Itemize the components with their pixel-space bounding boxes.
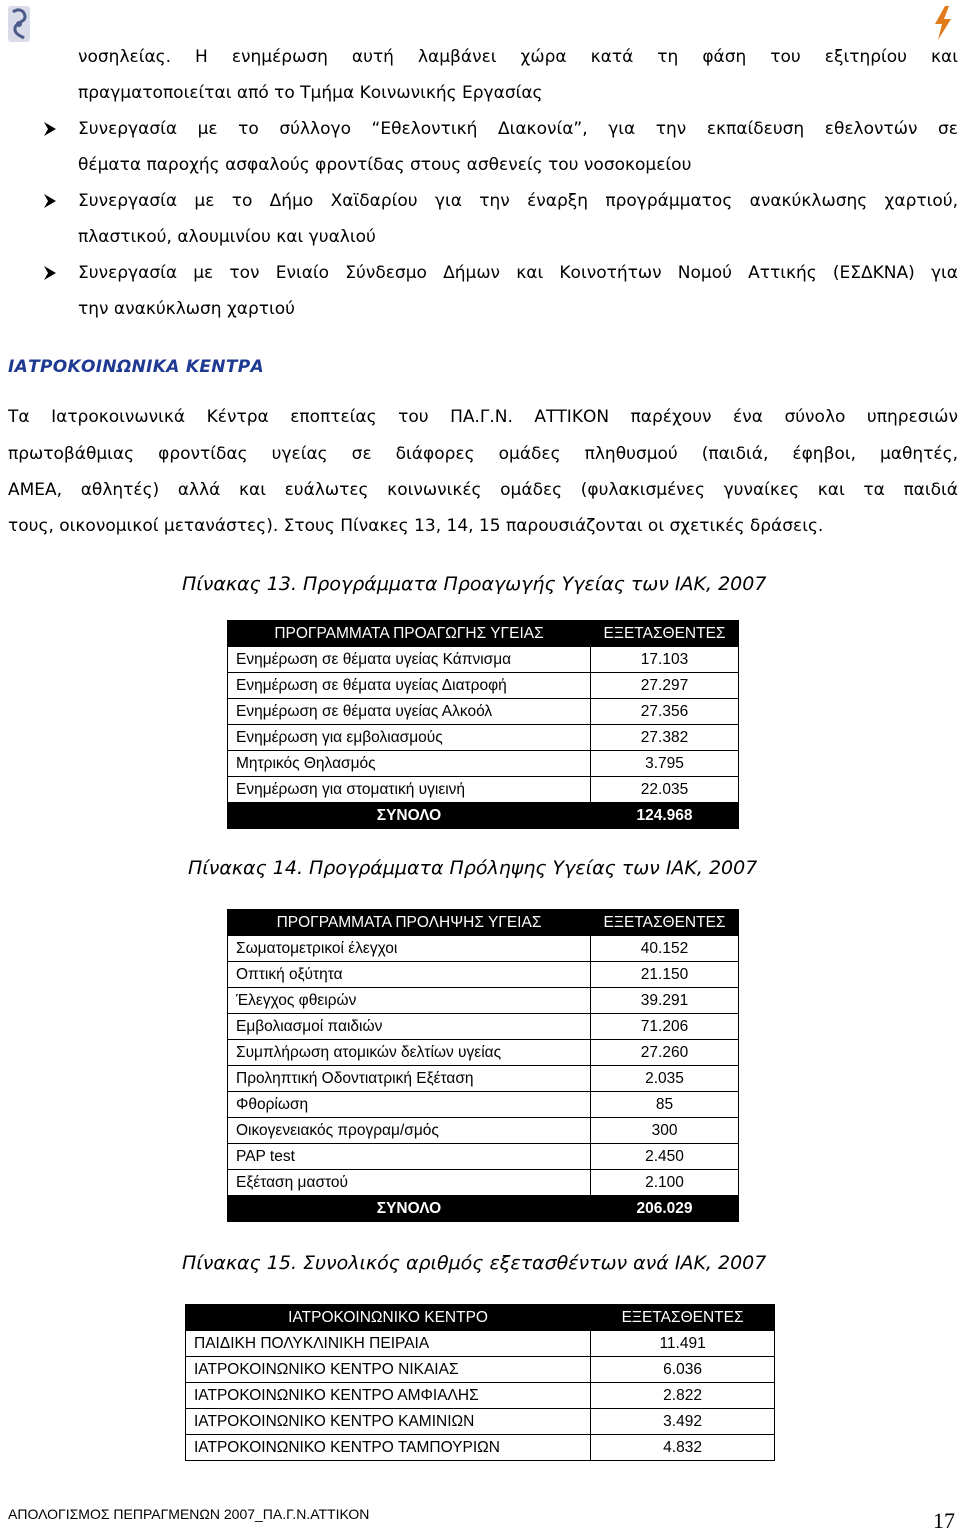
table-row: [228, 673, 739, 699]
row-value: 71.206: [591, 1014, 739, 1040]
total-value: 124.968: [591, 803, 739, 829]
row-label: ΙΑΤΡΟΚΟΙΝΩΝΙΚΟ ΚΕΝΤΡΟ ΚΑΜΙΝΙΩΝ: [186, 1409, 591, 1435]
total-label: ΣΥΝΟΛΟ: [228, 803, 591, 829]
row-label: Εμβολιασμοί παιδιών: [228, 1014, 591, 1040]
column-header: ΕΞΕΤΑΣΘΕΝΤΕΣ: [591, 910, 739, 936]
row-label: Συμπλήρωση ατομικών δελτίων υγείας: [228, 1040, 591, 1066]
paragraph-line: πρωτοβάθμιας φροντίδας υγείας σε διάφορες ομάδες πληθυσμού (παιδιά, έφηβοι, μαθητές,: [8, 444, 958, 464]
row-label: Σωματομετρικοί έλεγχοι: [228, 936, 591, 962]
paragraph-line: πραγματοποιείται από το Τμήμα Κοινωνικής Εργασίας: [78, 83, 543, 103]
section-heading: ΙΑΤΡΟΚΟΙΝΩΝΙΚΑ ΚΕΝΤΡΑ: [8, 357, 264, 377]
table-row: [228, 751, 739, 777]
row-label: Φθορίωση: [228, 1092, 591, 1118]
row-label: Έλεγχος φθειρών: [228, 988, 591, 1014]
row-value: 3.795: [591, 751, 739, 777]
column-header: ΠΡΟΓΡΑΜΜΑΤΑ ΠΡΟΑΓΩΓΗΣ ΥΓΕΙΑΣ: [228, 621, 591, 647]
total-value: 206.029: [591, 1196, 739, 1222]
bullet-line: Συνεργασία με το σύλλογο “Εθελοντική Διακονία”, για την εκπαίδευση εθελοντών σε: [78, 119, 958, 139]
row-label: ΠΑΙΔΙΚΗ ΠΟΛΥΚΛΙΝΙΚΗ ΠΕΙΡΑΙΑ: [186, 1331, 591, 1357]
arrowhead-bullet-icon: [40, 263, 60, 283]
row-label: ΙΑΤΡΟΚΟΙΝΩΝΙΚΟ ΚΕΝΤΡΟ ΝΙΚΑΙΑΣ: [186, 1357, 591, 1383]
bullet-line: Συνεργασία με το Δήμο Χαϊδαρίου για την έναρξη προγράμματος ανακύκλωσης χαρτιού,: [78, 191, 958, 211]
table-row: [186, 1331, 775, 1357]
table-row: [186, 1383, 775, 1409]
row-value: 27.297: [591, 673, 739, 699]
hospital-logo-icon: [6, 4, 32, 44]
table-row: [228, 1066, 739, 1092]
row-label: Ενημέρωση σε θέματα υγείας Κάπνισμα: [228, 647, 591, 673]
row-value: 6.036: [591, 1357, 775, 1383]
row-value: 17.103: [591, 647, 739, 673]
row-label: Οπτική οξύτητα: [228, 962, 591, 988]
row-value: 2.035: [591, 1066, 739, 1092]
arrowhead-bullet-icon: [40, 191, 60, 211]
paragraph-line: Τα Ιατροκοινωνικά Κέντρα εποπτείας του ΠΑ.Γ.Ν. ΑΤΤΙΚΟΝ παρέχουν ένα σύνολο υπηρεσιών: [8, 407, 958, 427]
row-value: 27.356: [591, 699, 739, 725]
health-prevention-table: [227, 909, 739, 1222]
table-row: [186, 1409, 775, 1435]
row-value: 4.832: [591, 1435, 775, 1461]
table-row: [228, 777, 739, 803]
table-row: [228, 962, 739, 988]
row-value: 40.152: [591, 936, 739, 962]
centers-table: [185, 1304, 775, 1461]
column-header: ΙΑΤΡΟΚΟΙΝΩΝΙΚΟ ΚΕΝΤΡΟ: [186, 1305, 591, 1331]
row-label: Εξέταση μαστού: [228, 1170, 591, 1196]
table-row: [228, 1014, 739, 1040]
row-label: Οικογενειακός προγραμ/σμός: [228, 1118, 591, 1144]
row-label: ΙΑΤΡΟΚΟΙΝΩΝΙΚΟ ΚΕΝΤΡΟ ΤΑΜΠΟΥΡΙΩΝ: [186, 1435, 591, 1461]
paragraph-line: ΑΜΕΑ, αθλητές) αλλά και ευάλωτες κοινωνικές ομάδες (φυλακισμένες γυναίκες και τα παιδιά: [8, 480, 958, 500]
footer-title: ΑΠΟΛΟΓΙΣΜΟΣ ΠΕΠΡΑΓΜΕΝΩΝ 2007_ΠΑ.Γ.Ν.ΑΤΤΙΚΟΝ: [8, 1506, 370, 1522]
row-label: PAP test: [228, 1144, 591, 1170]
row-value: 27.382: [591, 725, 739, 751]
table-caption: Πίνακας 14. Προγράμματα Πρόληψης Υγείας των ΙΑΚ, 2007: [188, 857, 758, 879]
total-label: ΣΥΝΟΛΟ: [228, 1196, 591, 1222]
bullet-line: την ανακύκλωση χαρτιού: [78, 299, 295, 319]
paragraph-line: τους, οικονομικοί μετανάστες). Στους Πίνακες 13, 14, 15 παρουσιάζονται οι σχετικές δράσεις.: [8, 516, 824, 536]
table-caption: Πίνακας 13. Προγράμματα Προαγωγής Υγείας των ΙΑΚ, 2007: [182, 573, 767, 595]
lightning-logo-icon: [930, 4, 956, 42]
row-value: 2.822: [591, 1383, 775, 1409]
table-row: [228, 936, 739, 962]
table-row: [228, 1118, 739, 1144]
bullet-line: Συνεργασία με τον Ενιαίο Σύνδεσμο Δήμων και Κοινοτήτων Νομού Αττικής (ΕΣΔΚΝΑ) για: [78, 263, 958, 283]
table-row: [228, 647, 739, 673]
row-label: Ενημέρωση για εμβολιασμούς: [228, 725, 591, 751]
row-value: 11.491: [591, 1331, 775, 1357]
row-value: 85: [591, 1092, 739, 1118]
column-header: ΕΞΕΤΑΣΘΕΝΤΕΣ: [591, 1305, 775, 1331]
row-value: 3.492: [591, 1409, 775, 1435]
health-promotion-table: [227, 620, 739, 829]
row-label: Ενημέρωση για στοματική υγιεινή: [228, 777, 591, 803]
total-row: [228, 803, 739, 829]
table-row: [228, 988, 739, 1014]
bullet-line: πλαστικού, αλουμινίου και γυαλιού: [78, 227, 376, 247]
table-row: [186, 1357, 775, 1383]
row-value: 300: [591, 1118, 739, 1144]
table-row: [228, 1040, 739, 1066]
table-row: [186, 1435, 775, 1461]
row-value: 22.035: [591, 777, 739, 803]
row-value: 2.100: [591, 1170, 739, 1196]
column-header: ΠΡΟΓΡΑΜΜΑΤΑ ΠΡΟΛΗΨΗΣ ΥΓΕΙΑΣ: [228, 910, 591, 936]
row-label: ΙΑΤΡΟΚΟΙΝΩΝΙΚΟ ΚΕΝΤΡΟ ΑΜΦΙΑΛΗΣ: [186, 1383, 591, 1409]
row-value: 27.260: [591, 1040, 739, 1066]
row-value: 39.291: [591, 988, 739, 1014]
table-row: [228, 699, 739, 725]
table-caption: Πίνακας 15. Συνολικός αριθμός εξετασθέντων ανά ΙΑΚ, 2007: [182, 1252, 767, 1274]
table-row: [228, 1092, 739, 1118]
total-row: [228, 1196, 739, 1222]
table-row: [228, 1144, 739, 1170]
row-value: 2.450: [591, 1144, 739, 1170]
table-row: [228, 725, 739, 751]
row-label: Μητρικός Θηλασμός: [228, 751, 591, 777]
row-label: Ενημέρωση σε θέματα υγείας Αλκοόλ: [228, 699, 591, 725]
column-header: ΕΞΕΤΑΣΘΕΝΤΕΣ: [591, 621, 739, 647]
arrowhead-bullet-icon: [40, 119, 60, 139]
row-value: 21.150: [591, 962, 739, 988]
row-label: Προληπτική Οδοντιατρική Εξέταση: [228, 1066, 591, 1092]
bullet-line: θέματα παροχής ασφαλούς φροντίδας στους ασθενείς του νοσοκομείου: [78, 155, 692, 175]
paragraph-line: νοσηλείας. Η ενημέρωση αυτή λαμβάνει χώρα κατά τη φάση του εξιτηρίου και: [78, 47, 958, 67]
page-number: 17: [933, 1508, 955, 1533]
table-row: [228, 1170, 739, 1196]
row-label: Ενημέρωση σε θέματα υγείας Διατροφή: [228, 673, 591, 699]
